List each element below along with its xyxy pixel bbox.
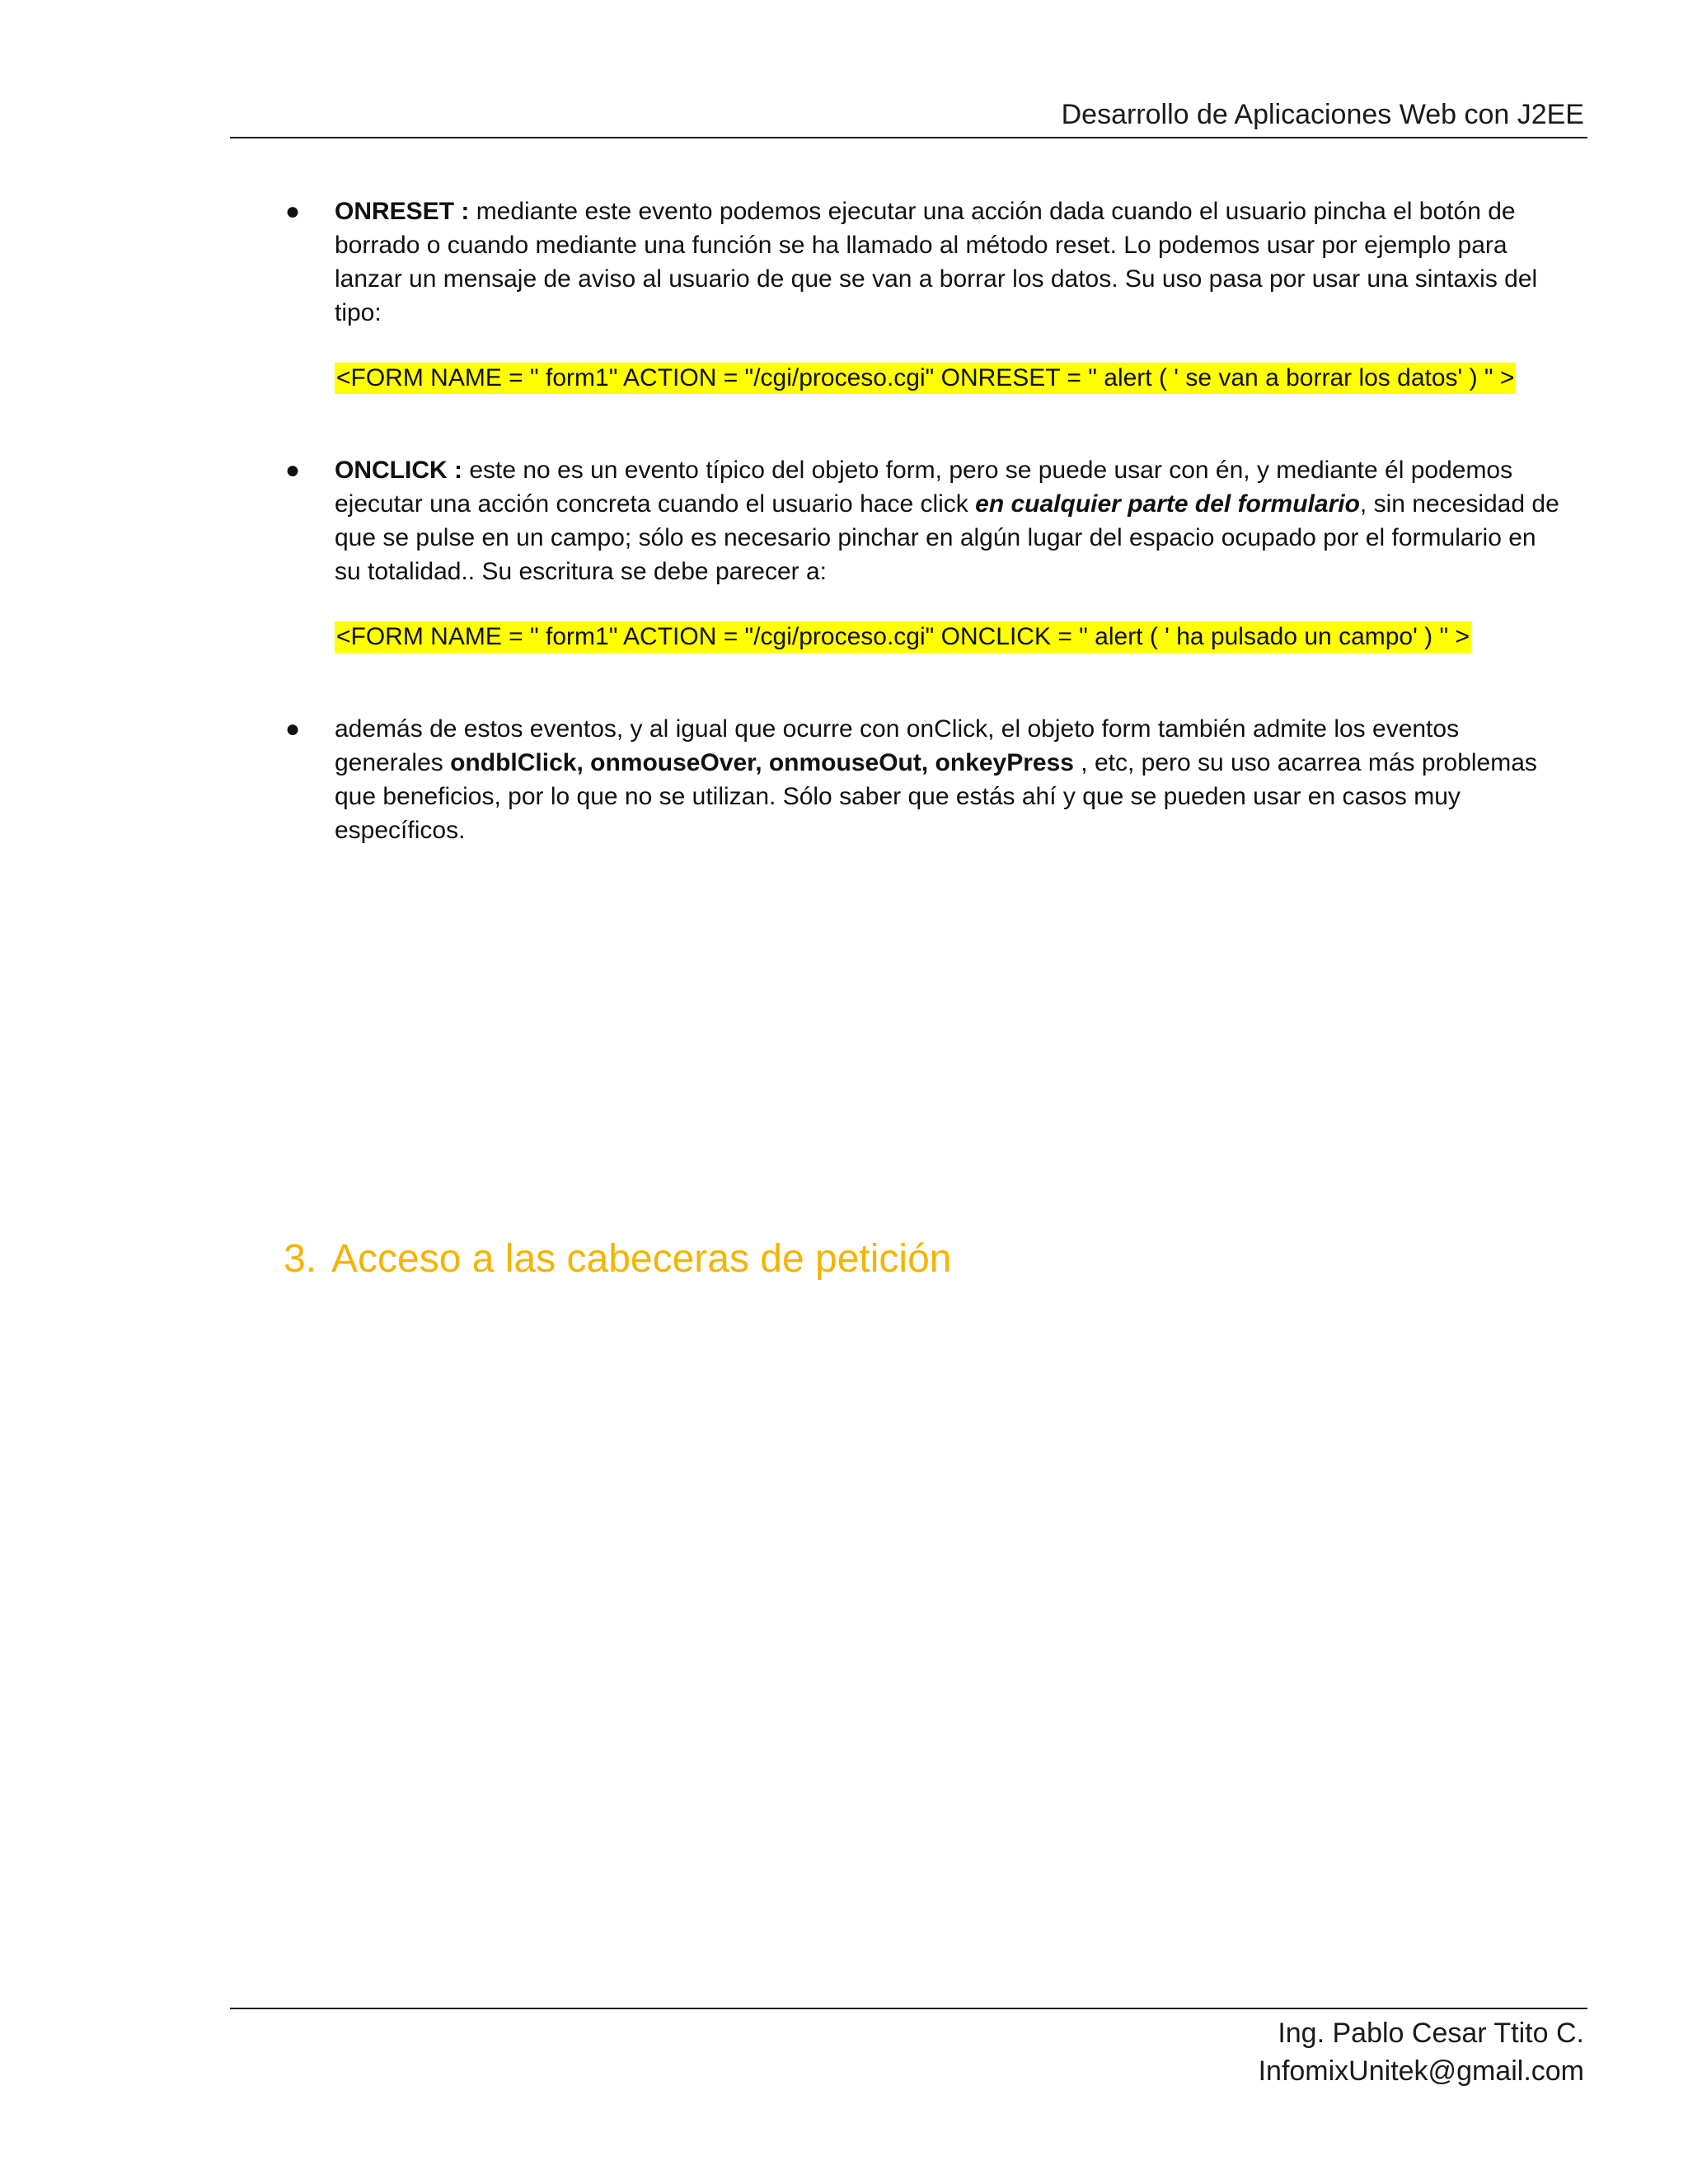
bullet-list xyxy=(280,194,1566,907)
bullet-onclick xyxy=(280,453,1566,653)
bullet-strong-events: ondblClick, onmouseOver, onmouseOut, onkeyPress xyxy=(450,749,1074,776)
bullet-term: ONRESET : xyxy=(335,198,470,225)
code-example: <FORM NAME = " form1" ACTION = "/cgi/proceso.cgi" ONCLICK = " alert ( ' ha pulsado un campo' ) " > xyxy=(335,621,1471,653)
header-divider xyxy=(230,137,1587,138)
bullet-emphasis: en cualquier parte del formulario xyxy=(975,490,1360,518)
bullet-dot-icon: ● xyxy=(285,457,301,484)
page-header-title: Desarrollo de Aplicaciones Web con J2EE xyxy=(1061,99,1584,130)
bullet-dot-icon: ● xyxy=(285,715,301,743)
code-example: <FORM NAME = " form1" ACTION = "/cgi/proceso.cgi" ONRESET = " alert ( ' se van a borrar los datos' ) " > xyxy=(335,363,1516,394)
page-footer xyxy=(1259,2014,1584,2090)
bullet-dot-icon: ● xyxy=(285,198,301,225)
section-heading xyxy=(284,1236,951,1282)
bullet-description: además de estos eventos, y al igual que ocurre con onClick, el objeto form también admite los eventos generales xyxy=(335,715,1460,776)
footer-author: Ing. Pablo Cesar Ttito C. xyxy=(1278,2018,1584,2049)
bullet-description-continued: , etc, pero su uso acarrea más problemas que beneficios, por lo que no se utilizan. Sólo saber que estás ahí y que se pueden usar en casos muy específicos. xyxy=(335,749,1537,844)
bullet-description: este no es un evento típico del objeto form, pero se puede usar con én, y mediante él podemos ejecutar una acción concreta cuando el usuario hace click xyxy=(335,457,1513,518)
bullet-text xyxy=(335,453,1566,588)
bullet-onreset xyxy=(280,194,1566,394)
bullet-text xyxy=(335,194,1566,330)
footer-email: InfomixUnitek@gmail.com xyxy=(1258,2055,1584,2087)
bullet-description-continued: , sin necesidad de que se pulse en un campo; sólo es necesario pinchar en algún lugar del espacio ocupado por el formulario en su totalidad.. Su escritura se debe parecer a: xyxy=(335,490,1559,585)
section-title: Acceso a las cabeceras de petición xyxy=(331,1237,952,1281)
bullet-text xyxy=(335,712,1566,847)
footer-divider xyxy=(230,2008,1587,2009)
bullet-other-events xyxy=(280,712,1566,847)
bullet-term: ONCLICK : xyxy=(335,457,462,484)
bullet-description: mediante este evento podemos ejecutar una acción dada cuando el usuario pincha el botón de borrado o cuando mediante una función se ha llamado al método reset. Lo podemos usar por ejemplo para lanzar un mensaje de aviso al usuario de que se van a borrar los datos. Su uso pasa por usar una sintaxis del tipo: xyxy=(335,198,1538,326)
section-number: 3. xyxy=(284,1237,317,1281)
